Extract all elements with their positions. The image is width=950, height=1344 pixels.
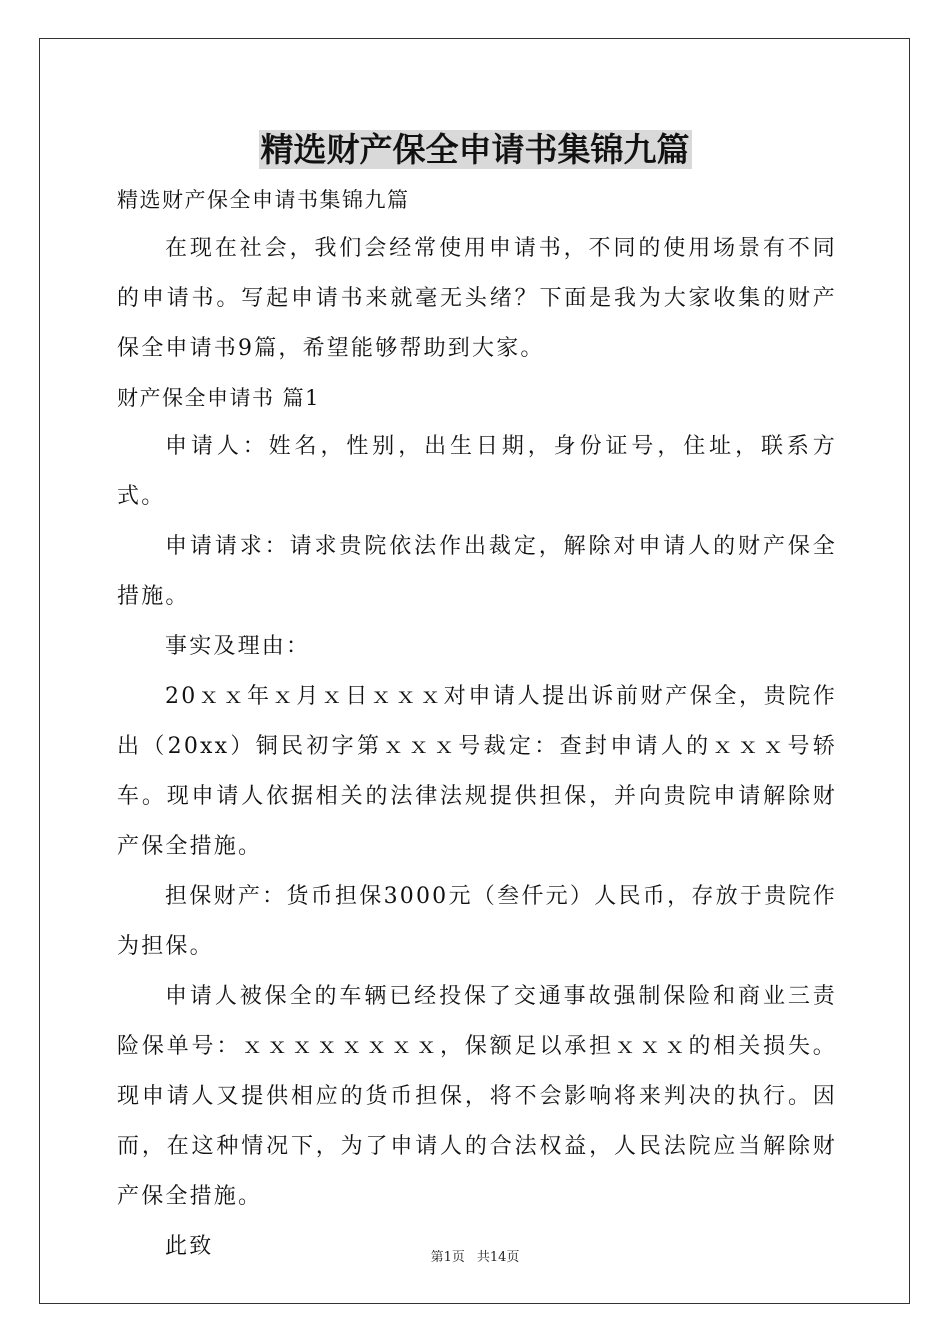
- facts-paragraph: 20ｘｘ年ｘ月ｘ日ｘｘｘ对申请人提出诉前财产保全，贵院作出（20xx）铜民初字第ｘｘｘ号裁定：查封申请人的ｘｘｘ号轿车。现申请人依据相关的法律法规提供担保，并向贵院申请解除财产保全措施。: [117, 684, 837, 859]
- request-paragraph: 申请请求：请求贵院依法作出裁定，解除对申请人的财产保全措施。: [117, 534, 837, 609]
- document-subtitle: 精选财产保全申请书集锦九篇: [117, 188, 410, 212]
- section-heading: 财产保全申请书 篇1: [117, 386, 321, 410]
- total-pages: 共14页: [476, 1250, 520, 1265]
- applicant-paragraph: 申请人：姓名，性别，出生日期，身份证号，住址，联系方式。: [117, 434, 837, 509]
- guarantee-paragraph: 担保财产：货币担保3000元（叁仟元）人民币，存放于贵院作为担保。: [117, 884, 837, 959]
- document-body: [117, 176, 837, 1272]
- document-title: [0, 126, 950, 174]
- intro-paragraph: 在现在社会，我们会经常使用申请书，不同的使用场景有不同的申请书。写起申请书来就毫无头绪？下面是我为大家收集的财产保全申请书9篇，希望能够帮助到大家。: [117, 236, 837, 361]
- page-footer: [0, 1246, 950, 1265]
- page-number: 第1页: [430, 1250, 465, 1265]
- facts-heading: 事实及理由：: [165, 634, 311, 659]
- insurance-paragraph: 申请人被保全的车辆已经投保了交通事故强制保险和商业三责险保单号：ｘｘｘｘｘｘｘｘ，保额足以承担ｘｘｘ的相关损失。现申请人又提供相应的货币担保，将不会影响将来判决的执行。因而，在这种情况下，为了申请人的合法权益，人民法院应当解除财产保全措施。: [117, 984, 837, 1209]
- closing-paragraph: 此致: [165, 1234, 214, 1259]
- document-title-text: 精选财产保全申请书集锦九篇: [260, 130, 690, 169]
